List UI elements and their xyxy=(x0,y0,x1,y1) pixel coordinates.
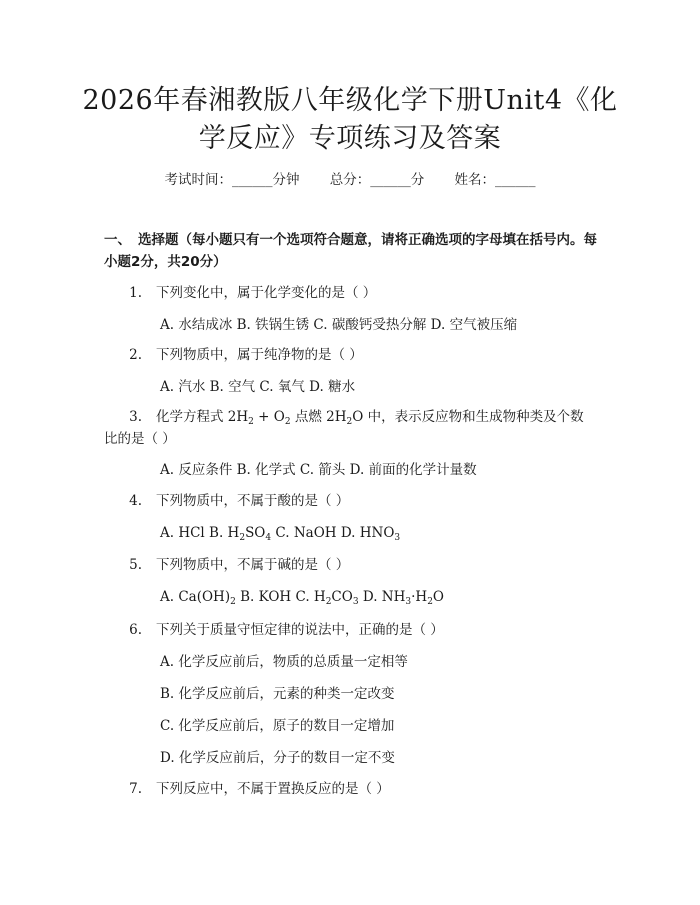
question-2-options: A. 汽水 B. 空气 C. 氧气 D. 糖水 xyxy=(160,379,356,395)
question-6-option-b: B. 化学反应前后，元素的种类一定改变 xyxy=(160,686,395,702)
question-number: 2. xyxy=(129,347,142,363)
question-4-options: A. HCl B. $H_2SO_4$ C. NaOH D. $HNO_3$ xyxy=(160,525,401,543)
question-stem: 下列关于质量守恒定律的说法中，正确的是（ ） xyxy=(156,622,444,638)
question-number: 3. xyxy=(129,409,142,425)
question-5-options: A. $Ca(OH)_2$ B. KOH C. $H_2CO_3$ D. $NH_3\cdot H_2O$ xyxy=(160,589,444,607)
question-number: 1. xyxy=(129,285,142,301)
question-3-options: A. 反应条件 B. 化学式 C. 箭头 D. 前面的化学计量数 xyxy=(160,462,477,478)
question-7 xyxy=(104,778,604,800)
page-title-line-1: 2026年春湘教版八年级化学下册Unit4《化 xyxy=(82,85,618,116)
student-name: 姓名：______ xyxy=(454,172,536,188)
question-3-line-2: 比的是（ ） xyxy=(104,431,176,447)
question-3 xyxy=(104,406,604,428)
question-stem: 下列物质中，不属于碱的是（ ） xyxy=(156,557,350,573)
question-5 xyxy=(104,554,604,576)
question-4 xyxy=(104,490,604,512)
page-title-line-2: 学反应》专项练习及答案 xyxy=(198,123,502,154)
exam-time: 考试时间：______分钟 xyxy=(164,172,300,188)
question-6-option-c: C. 化学反应前后，原子的数目一定增加 xyxy=(160,718,395,734)
section-text: 选择题（每小题只有一个选项符合题意，请将正确选项的字母填在括号内。每小题2分，共20分） xyxy=(104,232,597,270)
exam-score: 总分：______分 xyxy=(329,172,425,188)
exam-info xyxy=(0,168,700,188)
question-6-option-a: A. 化学反应前后，物质的总质量一定相等 xyxy=(160,654,408,670)
section-number: 一、 xyxy=(104,232,131,248)
question-number: 4. xyxy=(129,493,142,509)
question-6 xyxy=(104,619,604,641)
question-stem: 下列物质中，不属于酸的是（ ） xyxy=(156,493,350,509)
section-heading xyxy=(104,229,604,273)
question-1 xyxy=(104,282,604,304)
question-stem: 化学方程式 $2H_2 + O_2$ 点燃 $2H_2O$ 中，表示反应物和生成物种类及个数 xyxy=(156,409,584,427)
question-1-options: A. 水结成冰 B. 铁锅生锈 C. 碳酸钙受热分解 D. 空气被压缩 xyxy=(160,317,518,333)
question-6-option-d: D. 化学反应前后，分子的数目一定不变 xyxy=(160,750,395,766)
question-number: 7. xyxy=(129,781,142,797)
question-stem: 下列变化中，属于化学变化的是（ ） xyxy=(156,285,377,301)
question-2 xyxy=(104,344,604,366)
question-number: 5. xyxy=(129,557,142,573)
question-stem: 下列反应中，不属于置换反应的是（ ） xyxy=(156,781,390,797)
question-number: 6. xyxy=(129,622,142,638)
question-stem: 下列物质中，属于纯净物的是（ ） xyxy=(156,347,363,363)
